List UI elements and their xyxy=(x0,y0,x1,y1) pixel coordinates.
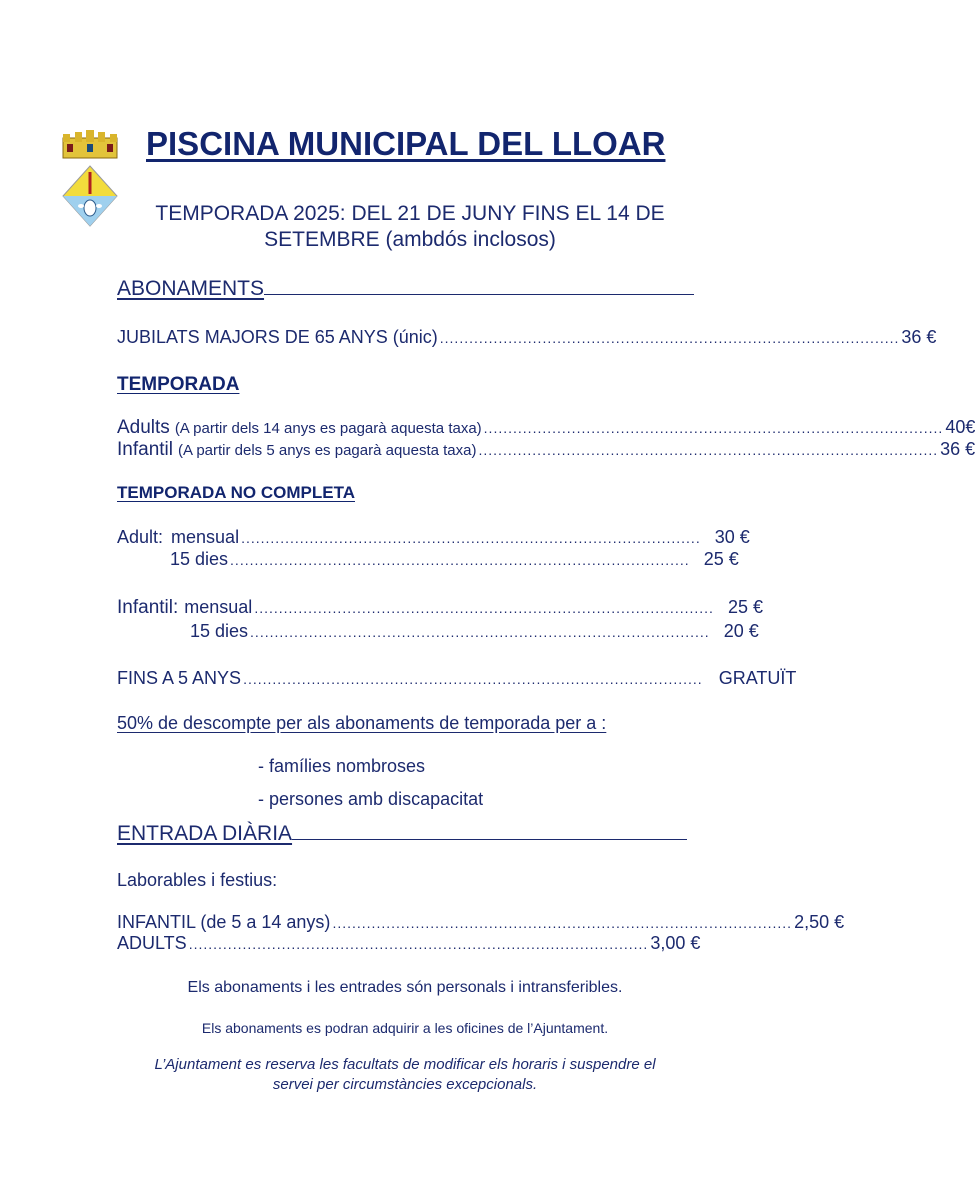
adult-label: Adult: xyxy=(117,527,164,547)
leader-dots: .............................................................................................. xyxy=(250,624,710,640)
descompte-item-2: - persones amb discapacitat xyxy=(258,789,484,809)
entrada-adults-price: 3,00 € xyxy=(650,933,701,953)
temporada-infantil-price: 36 € xyxy=(940,439,975,459)
leader-dots: .............................................................................................. xyxy=(332,915,793,931)
leader-dots: .............................................................................................. xyxy=(243,671,703,687)
temporada-adults-note: (A partir dels 14 anys es pagarà aquesta taxa) xyxy=(174,420,482,437)
leader-dots: .............................................................................................. xyxy=(241,530,701,546)
temporada-infantil-note: (A partir dels 5 anys es pagarà aquesta taxa) xyxy=(177,442,477,459)
adult-mensual-label: mensual xyxy=(171,527,240,547)
adult-mensual-price: 30 € xyxy=(714,527,750,547)
jubilats-price: 36 € xyxy=(901,327,937,347)
note-adquirir: Els abonaments es podran adquirir a les oficines de l’Ajuntament. xyxy=(201,1020,609,1036)
abonaments-heading xyxy=(117,277,694,301)
entrada-adults-row xyxy=(117,933,701,954)
temporada-infantil-row xyxy=(117,439,975,461)
season-dates xyxy=(110,201,710,253)
temporada-adults-row xyxy=(117,417,975,439)
infantil-15dies-row xyxy=(190,621,759,642)
note-reserva-line-1: L’Ajuntament es reserva les facultats de modificar els horaris i suspendre el xyxy=(154,1056,656,1073)
note-personal: Els abonaments i les entrades són personals i intransferibles. xyxy=(187,979,623,996)
leader-dots: .............................................................................................. xyxy=(188,936,649,952)
temporada-heading: TEMPORADA xyxy=(117,374,240,395)
temporada-adults-label: Adults xyxy=(117,417,170,438)
entrada-infantil-label: INFANTIL (de 5 a 14 anys) xyxy=(117,912,331,932)
adult-mensual-row xyxy=(117,527,750,548)
leader-dots: .............................................................................................. xyxy=(254,600,714,616)
entrada-heading-label: ENTRADA DIÀRIA xyxy=(117,822,293,845)
fins5-label: FINS A 5 ANYS xyxy=(117,668,242,688)
heading-rule xyxy=(292,839,687,840)
adult-15dies-row xyxy=(170,549,739,570)
leader-dots: .............................................................................................. xyxy=(478,442,939,458)
jubilats-label: JUBILATS MAJORS DE 65 ANYS (únic) xyxy=(117,327,438,347)
entrada-heading xyxy=(117,822,687,846)
heading-rule xyxy=(264,294,694,295)
infantil-mensual-row xyxy=(117,597,763,619)
fins5-price: GRATUÏT xyxy=(718,668,797,688)
descompte-text: 50% de descompte per als abonaments de temporada per a : xyxy=(117,713,607,733)
leader-dots: .............................................................................................. xyxy=(483,420,944,436)
temporada-no-completa-heading: TEMPORADA NO COMPLETA xyxy=(117,483,355,502)
descompte-item-1: - famílies nombroses xyxy=(258,756,426,776)
entrada-adults-label: ADULTS xyxy=(117,933,187,953)
jubilats-row xyxy=(117,327,937,348)
infantil-mensual-label: mensual xyxy=(184,597,253,617)
season-line-2: SETEMBRE (ambdós inclosos) xyxy=(264,228,556,251)
infantil-15dies-price: 20 € xyxy=(723,621,759,641)
fins5-row xyxy=(117,668,797,689)
entrada-infantil-row xyxy=(117,912,845,933)
entrada-infantil-price: 2,50 € xyxy=(794,912,845,932)
adult-15dies-label: 15 dies xyxy=(170,549,229,569)
infantil-15dies-label: 15 dies xyxy=(190,621,249,641)
entrada-subheading: Laborables i festius: xyxy=(117,870,278,890)
temporada-adults-price: 40€ xyxy=(945,417,975,437)
season-line-1: TEMPORADA 2025: DEL 21 DE JUNY FINS EL 14 DE xyxy=(155,202,665,225)
adult-15dies-price: 25 € xyxy=(703,549,739,569)
note-reserva xyxy=(100,1055,710,1095)
infantil-mensual-price: 25 € xyxy=(727,597,763,617)
abonaments-heading-label: ABONAMENTS xyxy=(117,277,265,300)
leader-dots: .............................................................................................. xyxy=(230,552,690,568)
leader-dots: .............................................................................................. xyxy=(439,330,900,346)
temporada-infantil-label: Infantil xyxy=(117,439,173,460)
page-title: PISCINA MUNICIPAL DEL LLOAR xyxy=(146,125,666,162)
infantil-label: Infantil: xyxy=(117,597,179,618)
note-reserva-line-2: servei per circumstàncies excepcionals. xyxy=(272,1076,538,1093)
